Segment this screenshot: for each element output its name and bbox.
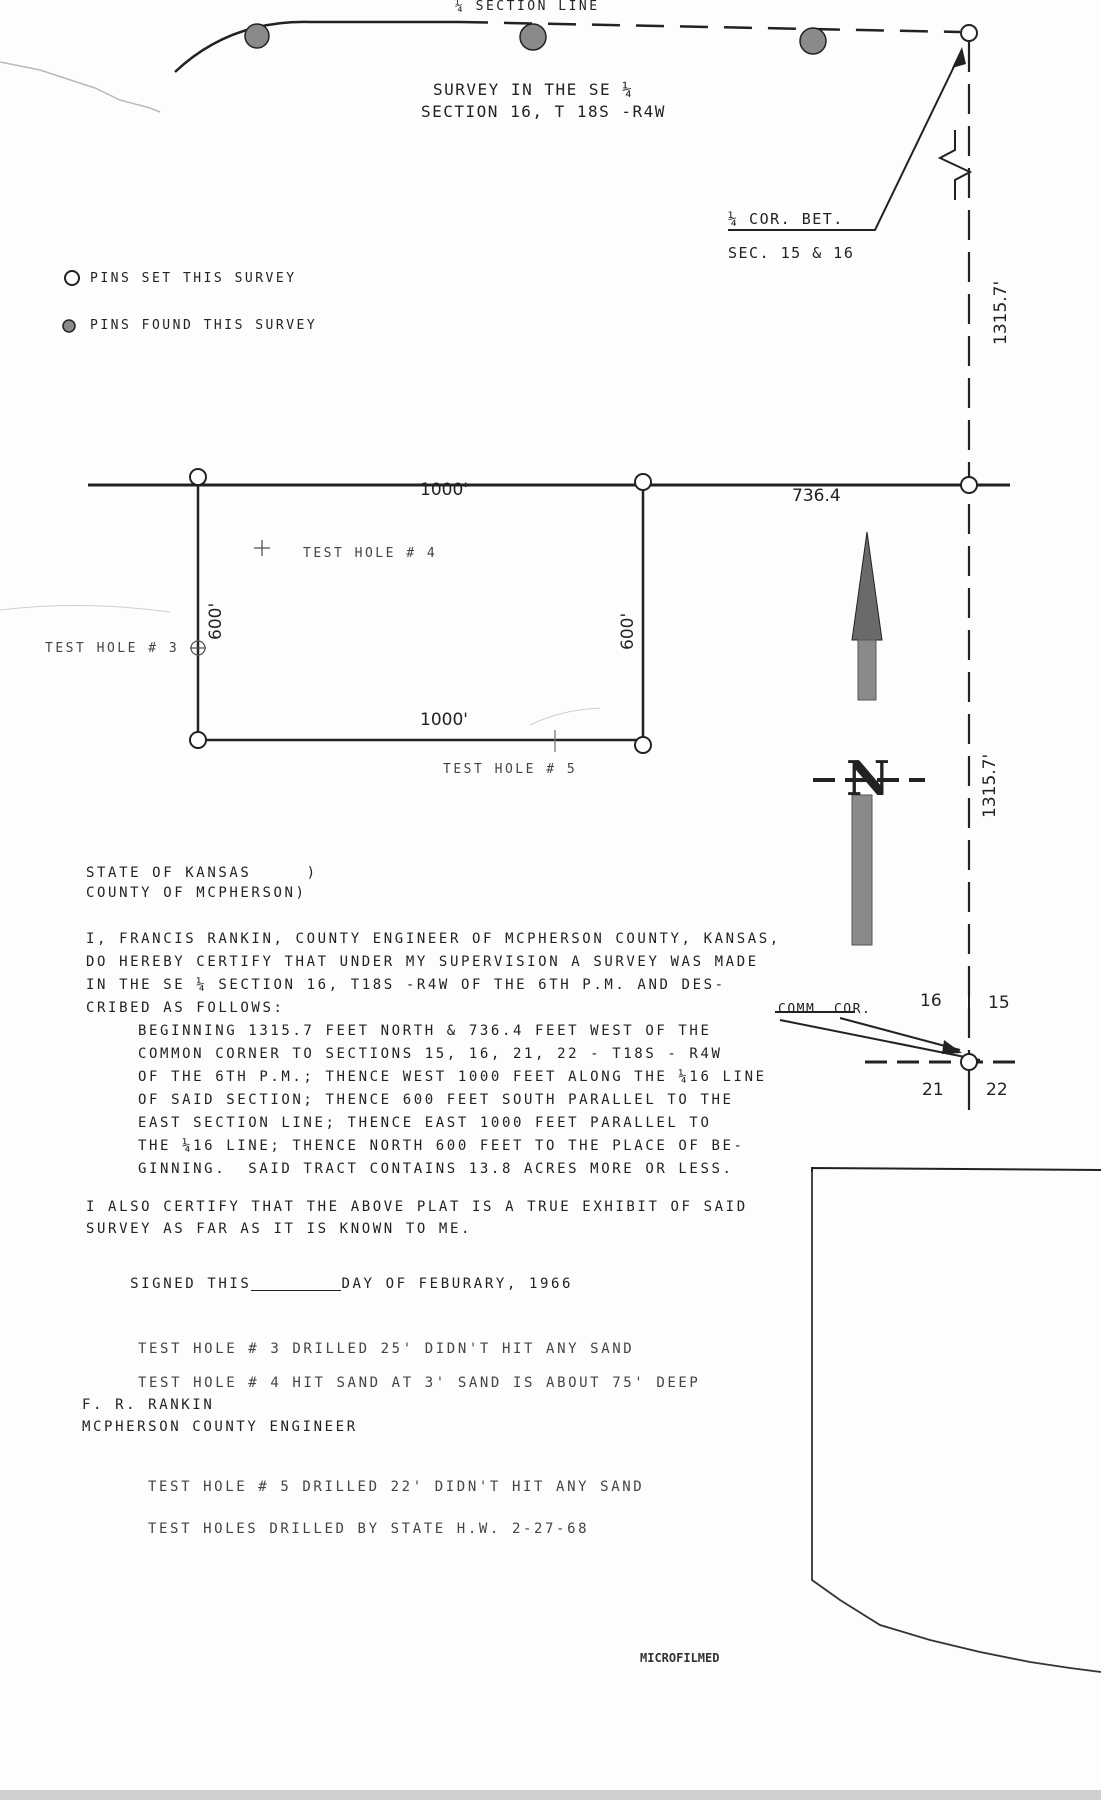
section-16-label: 16: [920, 991, 942, 1011]
torn-edge-top-left: [0, 62, 160, 112]
legend-pins-found-label: PINS FOUND THIS SURVEY: [90, 318, 318, 333]
common-corner-pin: [961, 1054, 977, 1070]
pin-found-marker: [245, 24, 269, 48]
certificate-line: IN THE SE ¼ SECTION 16, T18S -R4W OF THE 6TH P.M. AND DES-: [86, 977, 726, 993]
legend-pin-found-icon: [63, 320, 75, 332]
break-symbol: [940, 130, 970, 200]
signed-line: [86, 1262, 573, 1305]
signer-name: F. R. RANKIN: [82, 1397, 215, 1413]
survey-title-line1: SURVEY IN THE SE ¼: [433, 80, 634, 99]
survey-title-line2: SECTION 16, T 18S -R4W: [421, 102, 666, 121]
dimension-right: 600': [618, 612, 638, 650]
pin-set-marker: [961, 477, 977, 493]
quarter-corner-label-line1: ¼ COR. BET.: [728, 210, 844, 228]
certificate-line: I ALSO CERTIFY THAT THE ABOVE PLAT IS A TRUE EXHIBIT OF SAID: [86, 1199, 748, 1215]
dimension-bottom: 1000': [420, 710, 468, 730]
legal-line: OF THE 6TH P.M.; THENCE WEST 1000 FEET ALONG THE ¼16 LINE: [138, 1069, 767, 1085]
pencil-mark: [0, 605, 170, 612]
leader-arrowhead: [952, 47, 966, 68]
comm-cor-arrowhead: [942, 1040, 962, 1054]
test-hole-3-label: TEST HOLE # 3: [45, 641, 180, 656]
note-test-hole-5: TEST HOLE # 5 DRILLED 22' DIDN'T HIT ANY SAND: [148, 1479, 645, 1495]
comm-cor-leader: [780, 1020, 980, 1060]
north-arrow: [813, 532, 925, 945]
certificate-line: SURVEY AS FAR AS IT IS KNOWN TO ME.: [86, 1221, 473, 1237]
state-line: STATE OF KANSAS ): [86, 865, 318, 881]
pin-found-marker: [800, 28, 826, 54]
pin-set-marker: [190, 469, 206, 485]
comm-cor-arrow-line: [840, 1018, 960, 1050]
microfilm-stamp: MICROFILMED: [640, 1651, 720, 1665]
section-21-label: 21: [922, 1080, 944, 1100]
dimension-top: 1000': [420, 480, 468, 500]
comm-cor-label: COMM. COR.: [778, 1002, 872, 1017]
test-hole-4-marker: [254, 540, 270, 556]
legal-line: GINNING. SAID TRACT CONTAINS 13.8 ACRES MORE OR LESS.: [138, 1161, 734, 1177]
quarter-corner-label-line2: SEC. 15 & 16: [728, 244, 855, 262]
pin-set-marker: [635, 474, 651, 490]
pin-set-marker: [190, 732, 206, 748]
dimension-north-upper: 1315.7': [991, 280, 1011, 345]
certificate-line: DO HEREBY CERTIFY THAT UNDER MY SUPERVISION A SURVEY WAS MADE: [86, 954, 759, 970]
test-hole-4-label: TEST HOLE # 4: [303, 546, 438, 561]
test-hole-5-label: TEST HOLE # 5: [443, 762, 578, 777]
scan-bottom-strip: [0, 1790, 1101, 1800]
paper-frame-top: [812, 1168, 1101, 1172]
pin-found-marker: [520, 24, 546, 50]
dimension-east: 736.4: [792, 486, 841, 506]
legend-pins-set-label: PINS SET THIS SURVEY: [90, 271, 297, 286]
legend-pin-set-icon: [65, 271, 79, 285]
signer-title: MCPHERSON COUNTY ENGINEER: [82, 1419, 358, 1435]
dimension-left: 600': [206, 602, 226, 640]
quarter-corner-pin: [961, 25, 977, 41]
certificate-line: I, FRANCIS RANKIN, COUNTY ENGINEER OF MCPHERSON COUNTY, KANSAS,: [86, 931, 781, 947]
pencil-mark: [530, 708, 600, 725]
legal-line: THE ¼16 LINE; THENCE NORTH 600 FEET TO THE PLACE OF BE-: [138, 1138, 745, 1154]
quarter-corner-leader: [728, 50, 962, 230]
legal-line: COMMON CORNER TO SECTIONS 15, 16, 21, 22 - T18S - R4W: [138, 1046, 723, 1062]
north-arrow-label: N: [846, 751, 890, 807]
dimension-north-lower: 1315.7': [980, 753, 1000, 818]
top-line-label: ¼ SECTION LINE: [455, 0, 600, 14]
signature-day-blank: [251, 1276, 341, 1291]
signed-prefix: SIGNED THIS: [130, 1276, 252, 1292]
note-test-hole-4: TEST HOLE # 4 HIT SAND AT 3' SAND IS ABOUT 75' DEEP: [138, 1375, 701, 1391]
note-drilled-by: TEST HOLES DRILLED BY STATE H.W. 2-27-68: [148, 1521, 590, 1537]
note-test-hole-3: TEST HOLE # 3 DRILLED 25' DIDN'T HIT ANY SAND: [138, 1341, 635, 1357]
section-22-label: 22: [986, 1080, 1008, 1100]
certificate-line: CRIBED AS FOLLOWS:: [86, 1000, 285, 1016]
signed-suffix: DAY OF FEBURARY, 1966: [341, 1276, 574, 1292]
pin-set-marker: [635, 737, 651, 753]
county-line: COUNTY OF MCPHERSON): [86, 885, 307, 901]
quarter-section-line: [175, 22, 460, 72]
legal-line: EAST SECTION LINE; THENCE EAST 1000 FEET PARALLEL TO: [138, 1115, 712, 1131]
section-15-label: 15: [988, 993, 1010, 1013]
legal-line: OF SAID SECTION; THENCE 600 FEET SOUTH PARALLEL TO THE: [138, 1092, 734, 1108]
paper-frame-edge: [812, 1172, 1101, 1672]
legal-line: BEGINNING 1315.7 FEET NORTH & 736.4 FEET WEST OF THE: [138, 1023, 712, 1039]
